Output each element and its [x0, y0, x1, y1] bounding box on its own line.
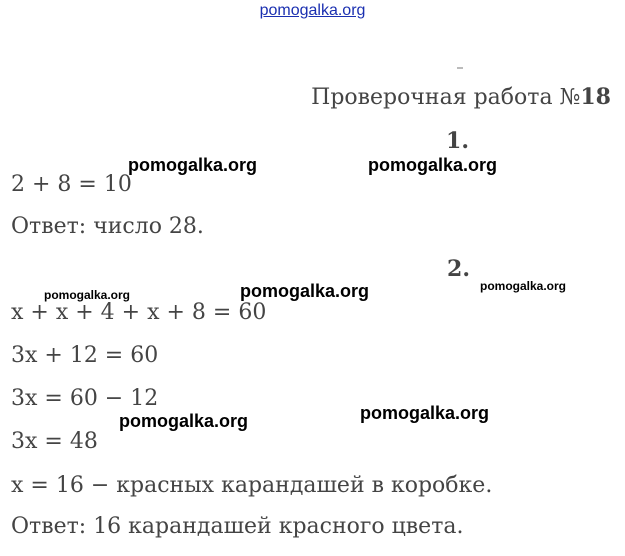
watermark: pomogalka.org [128, 155, 258, 175]
site-link[interactable]: pomogalka.org [259, 2, 366, 19]
decorative-dot [457, 67, 463, 69]
task-number-1: 1. [446, 128, 469, 154]
task2-line-4: 3x = 48 [11, 429, 98, 454]
task2-line-5: x = 16 − красных карандашей в коробке. [11, 473, 493, 498]
watermark: pomogalka.org [480, 279, 567, 293]
task1-answer: Ответ: число 28. [11, 214, 204, 239]
task2-line-3: 3x = 60 − 12 [11, 386, 159, 411]
task2-answer: Ответ: 16 карандашей красного цвета. [11, 514, 464, 539]
page-title [311, 84, 611, 110]
task-number-2: 2. [447, 256, 470, 282]
watermark: pomogalka.org [360, 403, 490, 423]
watermark: pomogalka.org [240, 281, 370, 301]
task1-line-1: 2 + 8 = 10 [11, 172, 132, 197]
watermark: pomogalka.org [119, 411, 249, 431]
task2-line-1: x + x + 4 + x + 8 = 60 [11, 300, 267, 325]
watermark: pomogalka.org [44, 288, 131, 302]
task2-line-2: 3x + 12 = 60 [11, 343, 159, 368]
page-title-number: 18 [580, 84, 611, 110]
watermark: pomogalka.org [368, 155, 498, 175]
page-title-text: Проверочная работа № [311, 85, 581, 110]
